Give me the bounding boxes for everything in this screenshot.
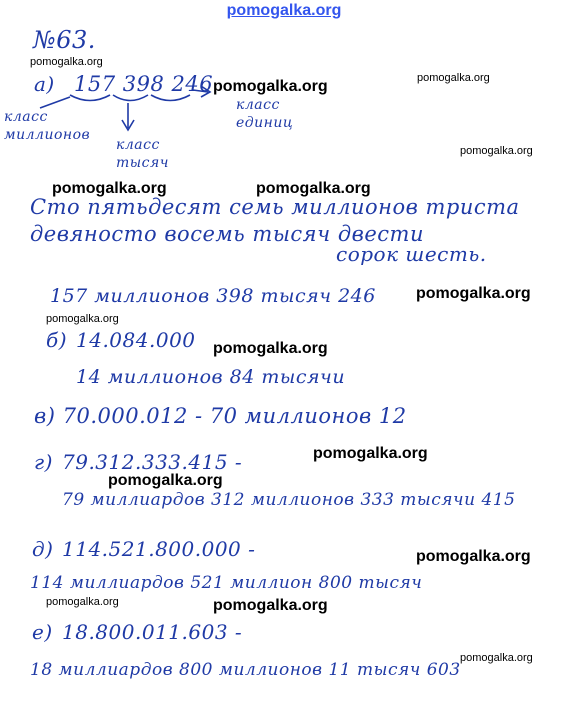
watermark: pomogalka.org bbox=[256, 180, 371, 197]
part-b-label: б) bbox=[46, 328, 68, 352]
watermark: pomogalka.org bbox=[417, 72, 490, 84]
class-thousands-label: класс тысяч bbox=[116, 137, 169, 171]
part-g-number: 79.312.333.415 - bbox=[62, 450, 243, 474]
part-d-short: 114 миллиардов 521 миллион 800 тысяч bbox=[30, 573, 423, 593]
part-a-number: 157 398 246 bbox=[74, 72, 214, 96]
part-b-number: 14.084.000 bbox=[76, 328, 196, 352]
part-g-label: г) bbox=[34, 450, 53, 474]
watermark: pomogalka.org bbox=[213, 597, 328, 614]
class-units-label: класс единиц bbox=[236, 97, 294, 131]
watermark: pomogalka.org bbox=[416, 285, 531, 302]
site-link[interactable]: pomogalka.org bbox=[226, 2, 342, 19]
watermark: pomogalka.org bbox=[30, 56, 103, 68]
watermark: pomogalka.org bbox=[313, 445, 428, 462]
watermark: pomogalka.org bbox=[460, 652, 533, 664]
watermark: pomogalka.org bbox=[213, 340, 328, 357]
watermark: pomogalka.org bbox=[213, 78, 328, 95]
part-a-words-line2: девяносто восемь тысяч двести bbox=[30, 222, 424, 246]
part-v-line: в) 70.000.012 - 70 миллионов 12 bbox=[34, 404, 407, 428]
part-b-short: 14 миллионов 84 тысячи bbox=[76, 366, 346, 388]
part-e-label: е) bbox=[32, 620, 53, 644]
part-g-short: 79 миллиардов 312 миллионов 333 тысячи 415 bbox=[62, 490, 516, 510]
class-millions-label: класс миллионов bbox=[4, 109, 91, 143]
part-a-short: 157 миллионов 398 тысяч 246 bbox=[50, 285, 376, 307]
part-a-words-line3: сорок шесть. bbox=[336, 242, 487, 266]
part-a-words-line1: Сто пятьдесят семь миллионов триста bbox=[30, 195, 520, 219]
part-d-number: 114.521.800.000 - bbox=[62, 537, 256, 561]
watermark: pomogalka.org bbox=[416, 548, 531, 565]
watermark: pomogalka.org bbox=[46, 313, 119, 325]
part-a-label: а) bbox=[34, 72, 55, 96]
part-e-short: 18 миллиардов 800 миллионов 11 тысяч 603 bbox=[30, 660, 461, 680]
part-e-number: 18.800.011.603 - bbox=[62, 620, 243, 644]
problem-number: №63. bbox=[33, 26, 96, 54]
watermark: pomogalka.org bbox=[52, 180, 167, 197]
part-d-label: д) bbox=[32, 537, 54, 561]
watermark: pomogalka.org bbox=[108, 472, 223, 489]
watermark: pomogalka.org bbox=[46, 596, 119, 608]
watermark: pomogalka.org bbox=[460, 145, 533, 157]
